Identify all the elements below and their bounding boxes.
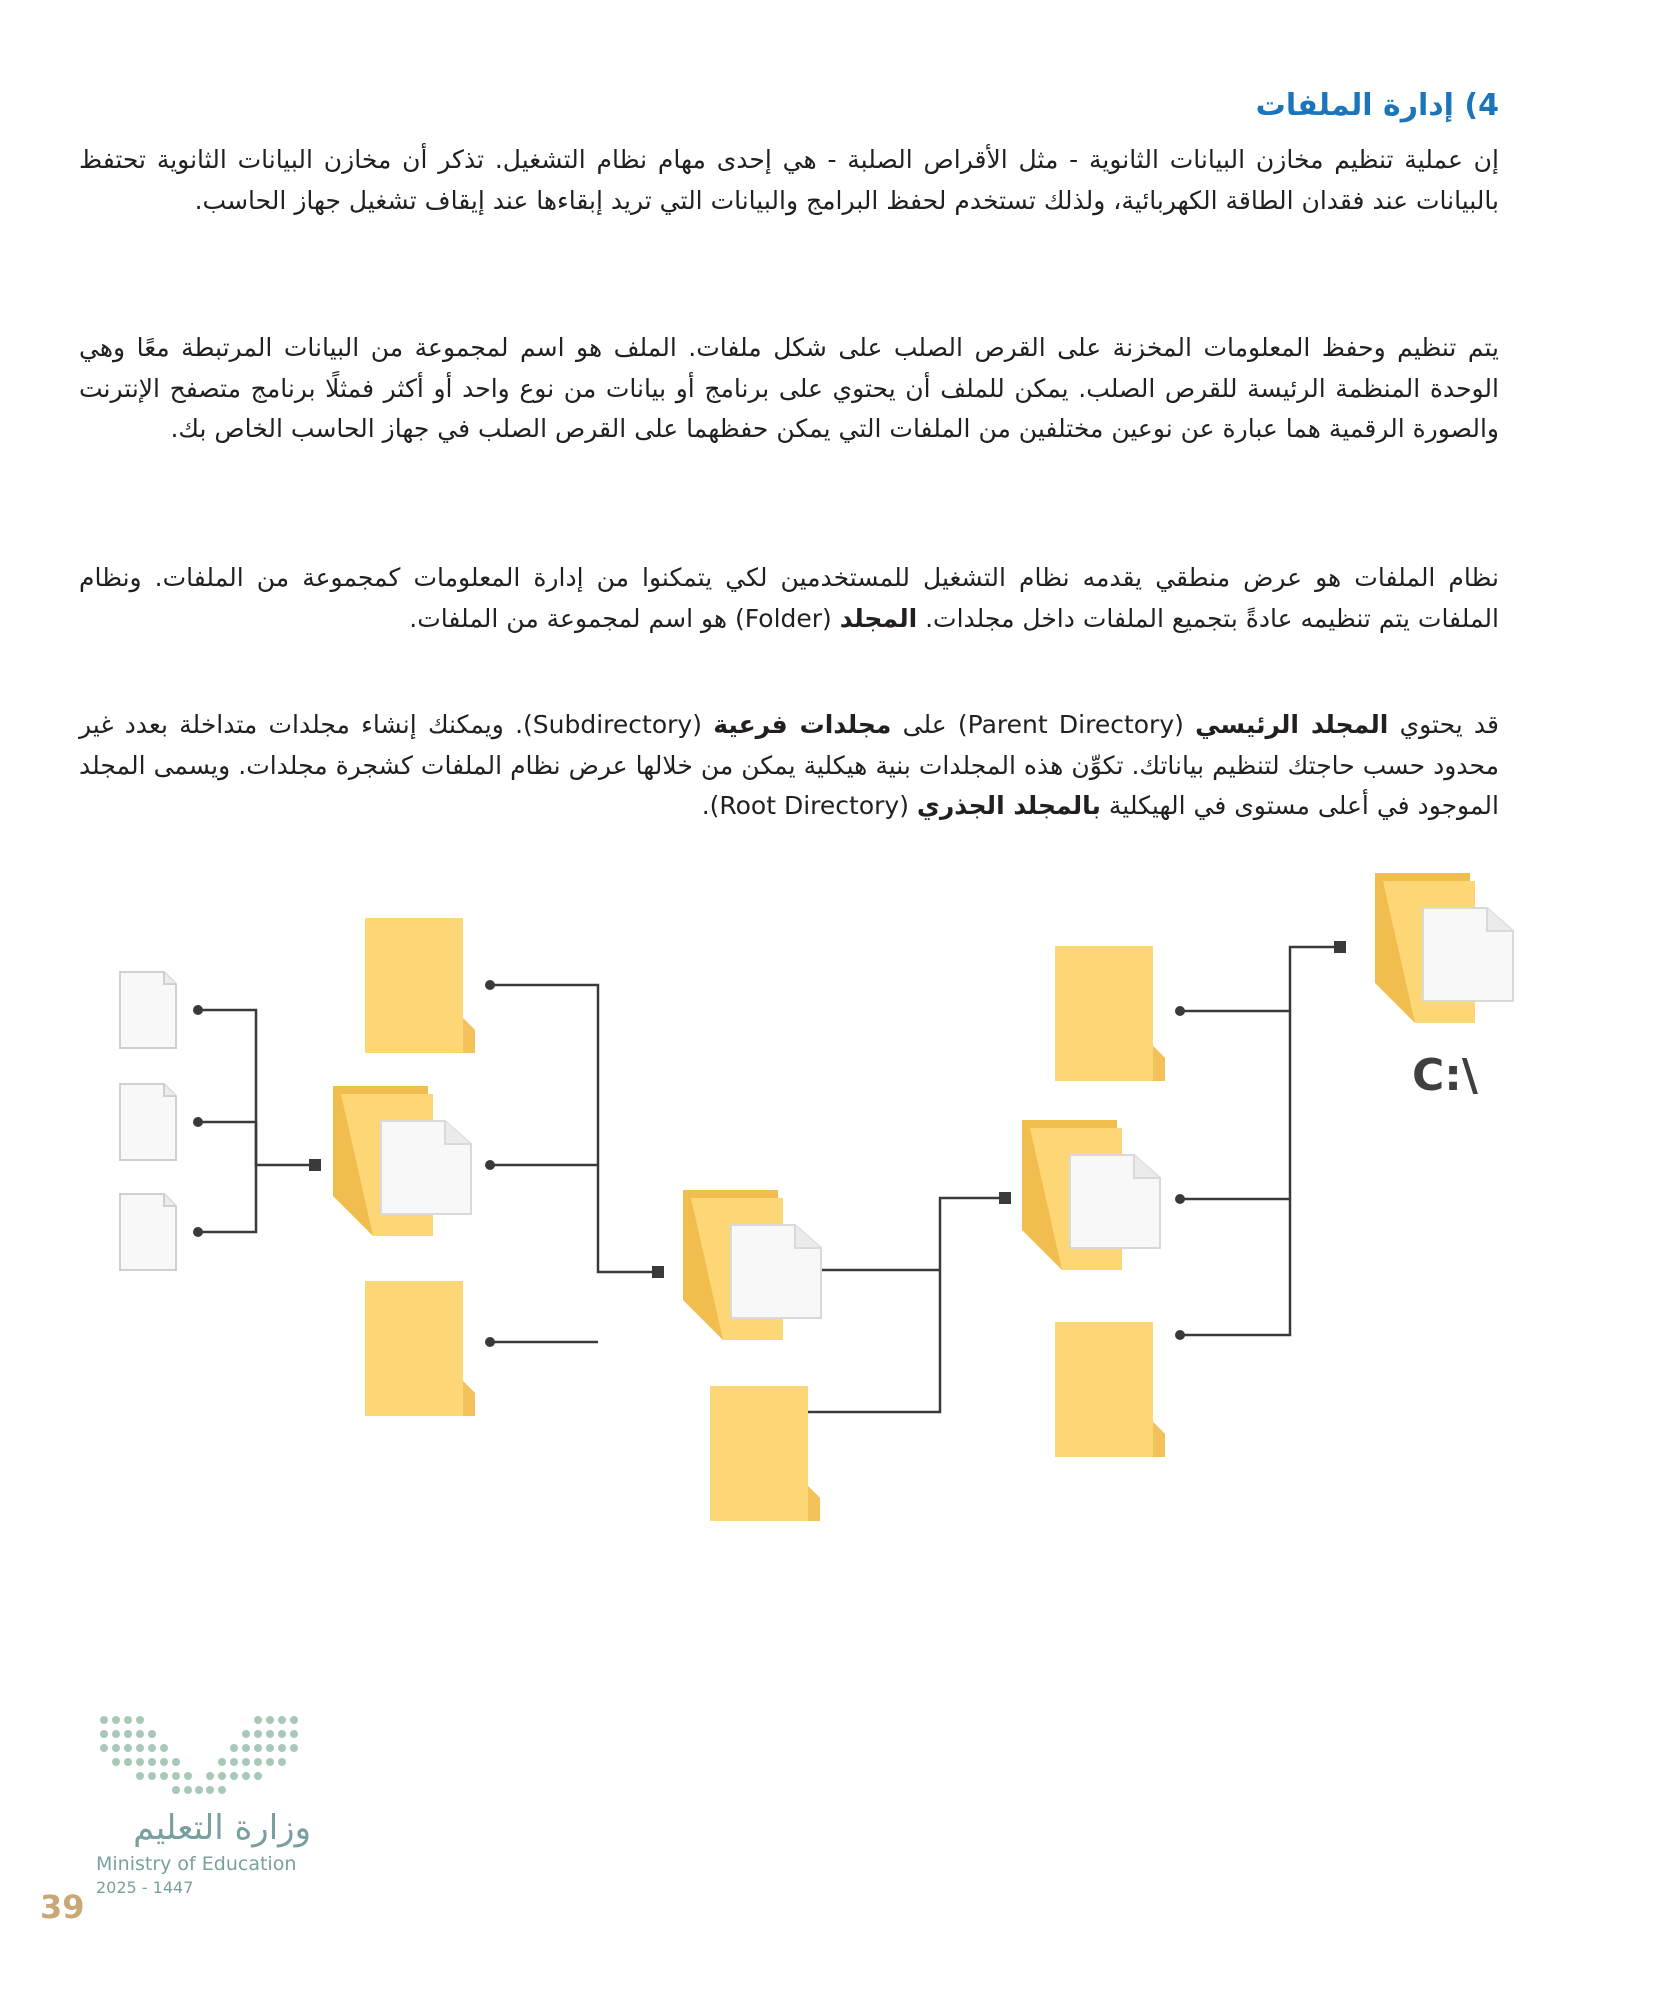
paragraph-files: يتم تنظيم وحفظ المعلومات المخزنة على القرص الصلب على شكل ملفات. الملف هو اسم لمجموعة من البيانات المرتبطة معًا وهي الوحدة المنظمة الرئيسة للقرص الصلب. يمكن للملف أن يحتوي على برنامج أو بيانات من نوع واحد أو أكثر فمثلًا برنامج متصفح الإنترنت والصورة الرقمية هما عبارة عن نوعين مختلفين من الملفات التي يمكن حفظهما على القرص الصلب في جهاز الحاسب الخاص بك. <box>79 333 1499 443</box>
term-subdirectory: مجلدات فرعية <box>713 710 892 739</box>
p4-text-c: (Parent Directory) على <box>902 710 1184 739</box>
p4-text-a: قد يحتوي <box>1399 710 1499 739</box>
ministry-name-arabic: وزارة التعليم <box>133 1808 311 1848</box>
folder-open-icon <box>1022 1120 1160 1270</box>
edition-year: 2025 - 1447 <box>96 1878 194 1897</box>
p4-text-g: (Root Directory). <box>701 791 909 820</box>
file-icon <box>120 972 176 1048</box>
page-number: 39 <box>40 1888 85 1926</box>
file-icon <box>120 1194 176 1270</box>
folder-open-icon <box>333 1086 471 1236</box>
folder-tree-diagram <box>0 860 1654 1560</box>
p3-text-c: (Folder) هو اسم لمجموعة من الملفات. <box>409 603 832 633</box>
paragraph-intro: إن عملية تنظيم مخازن البيانات الثانوية - مثل الأقراص الصلبة - هي إحدى مهام نظام التشغيل. تذكر أن مخازن البيانات الثانوية تحتفظ بالبيانات عند فقدان الطاقة الكهربائية، ولذلك تستخدم لحفظ البرامج والبيانات التي تريد إبقاءها عند إيقاف تشغيل جهاز الحاسب. <box>79 145 1499 215</box>
folder-icon <box>1055 1322 1165 1457</box>
paragraph-file-system <box>79 558 1499 639</box>
ministry-logo-dots-icon <box>98 1712 313 1802</box>
file-icon <box>120 1084 176 1160</box>
paragraph-directories <box>79 705 1499 827</box>
term-root-directory: بالمجلد الجذري <box>916 791 1101 820</box>
folder-icon <box>1055 946 1165 1081</box>
p4-text-e: (Subdirectory). ويمكنك إنشاء مجلدات متداخلة بعدد غير محدود حسب حاجتك لتنظيم بياناتك. تكوِّن هذه المجلدات بنية هيكلية يمكن من خلالها عرض نظام الملفات كشجرة مجلدات. ويسمى المجلد الموجود في أعلى مستوى في الهيكلية <box>79 710 1499 820</box>
folder-icon <box>365 918 475 1053</box>
folder-icon <box>365 1281 475 1416</box>
term-folder: المجلد <box>839 603 918 633</box>
ministry-name-english: Ministry of Education <box>96 1853 297 1875</box>
folder-open-icon <box>683 1190 821 1340</box>
root-directory-label: C:\ <box>1412 1050 1478 1101</box>
p3-text-a: نظام الملفات هو عرض منطقي يقدمه نظام التشغيل للمستخدمين لكي يتمكنوا من إدارة المعلومات كمجموعة من الملفات. ونظام الملفات يتم تنظيمه عادةً بتجميع الملفات داخل مجلدات. <box>79 563 1499 633</box>
section-heading: 4) إدارة الملفات <box>1255 88 1499 123</box>
folder-icon <box>710 1386 820 1521</box>
term-parent-directory: المجلد الرئيسي <box>1195 710 1389 739</box>
root-folder-icon <box>1375 873 1513 1023</box>
